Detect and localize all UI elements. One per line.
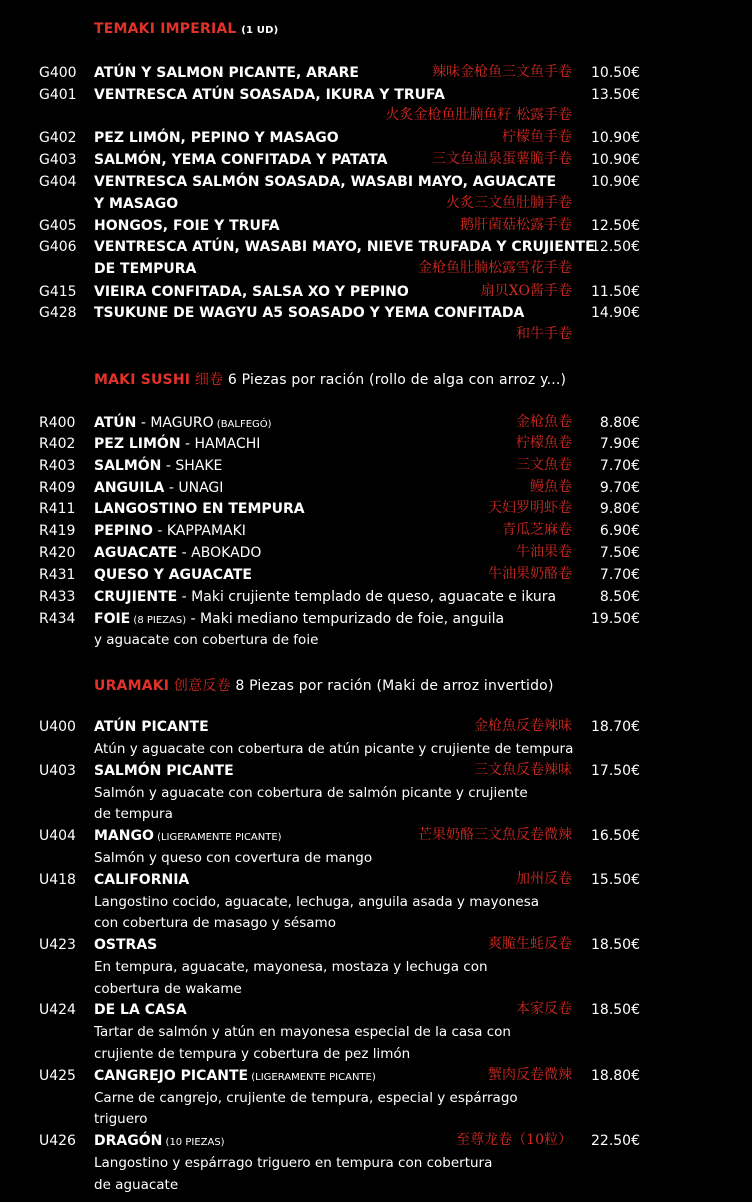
item-description: En tempura, aguacate, mayonesa, mostaza y lechuga con [94,959,488,975]
item-name: ATÚN Y SALMON PICANTE, ARARE [94,65,359,81]
item-price: 19.50€ [591,611,640,627]
item-code: U404 [39,828,76,844]
item-price: 12.50€ [591,218,640,234]
item-code: R411 [39,501,76,517]
item-name: SALMÓN PICANTE [94,763,234,779]
item-price: 9.70€ [599,480,640,496]
item-price: 7.90€ [599,436,640,452]
item-code: R433 [39,589,76,605]
item-description: Langostino cocido, aguacate, lechuga, anguila asada y mayonesa [94,894,540,910]
item-name: ATÚN PICANTE [94,719,209,735]
item-price: 14.90€ [591,305,640,321]
item-price: 18.50€ [591,937,640,953]
item-code: G415 [39,284,77,300]
item-code: U418 [39,872,76,888]
item-chinese-name: 鳗魚卷 [530,479,572,495]
item-code: G406 [39,239,77,255]
item-chinese-name: 天妇罗明虾卷 [488,500,572,516]
item-price: 10.90€ [591,152,640,168]
item-code: R434 [39,611,76,627]
item-code: G403 [39,152,77,168]
item-chinese-name: 和牛手卷 [516,326,572,342]
item-chinese-name: 芒果奶酪三文魚反卷微辣 [418,827,572,843]
item-price: 16.50€ [591,828,640,844]
item-name: PEZ LIMÓN - HAMACHI [94,436,261,452]
item-price: 15.50€ [591,872,640,888]
item-chinese-name: 火炙三文鱼肚腩手卷 [446,195,572,211]
item-chinese-name: 扇贝XO酱手卷 [480,283,572,299]
item-description: y aguacate con cobertura de foie [94,632,319,648]
item-code: R402 [39,436,76,452]
item-price: 8.80€ [599,415,640,431]
item-chinese-name: 蟹肉反卷微辣 [488,1067,572,1083]
item-price: 10.90€ [591,174,640,190]
item-name: CANGREJO PICANTE (LIGERAMENTE PICANTE) [94,1068,376,1084]
item-code: G404 [39,174,77,190]
item-code: R420 [39,545,76,561]
item-price: 7.70€ [599,458,640,474]
item-chinese-name: 柠檬鱼手卷 [502,129,572,145]
item-chinese-name: 辣味金枪鱼三文鱼手卷 [432,64,572,80]
item-chinese-name: 柠檬魚卷 [516,435,572,451]
item-code: R409 [39,480,76,496]
item-price: 18.50€ [591,1002,640,1018]
item-code: G428 [39,305,77,321]
item-price: 6.90€ [599,523,640,539]
item-name: VENTRESCA SALMÓN SOASADA, WASABI MAYO, AGUACATE [94,174,557,190]
item-price: 10.90€ [591,130,640,146]
item-name: TSUKUNE DE WAGYU A5 SOASADO Y YEMA CONFITADA [94,305,525,321]
item-chinese-name: 牛油果奶酪卷 [488,566,572,582]
item-price: 17.50€ [591,763,640,779]
item-description: Salmón y aguacate con cobertura de salmón picante y crujiente [94,785,528,801]
item-code: G401 [39,87,77,103]
item-name: PEPINO - KAPPAMAKI [94,523,246,539]
item-price: 8.50€ [599,589,640,605]
item-price: 18.80€ [591,1068,640,1084]
item-chinese-name: 金枪魚卷 [516,414,572,430]
item-price: 9.80€ [599,501,640,517]
item-description: de aguacate [94,1177,179,1193]
item-chinese-name: 本家反卷 [516,1001,572,1017]
item-name: SALMÓN - SHAKE [94,458,223,474]
item-code: U425 [39,1068,76,1084]
item-chinese-name: 爽脆生蚝反卷 [488,936,572,952]
item-description: cobertura de wakame [94,981,242,997]
item-description: Tartar de salmón y atún en mayonesa especial de la casa con [94,1024,511,1040]
section-title-maki: MAKI SUSHI 细卷 6 Piezas por ración (rollo de alga con arroz y...) [94,372,567,388]
item-price: 18.70€ [591,719,640,735]
item-name-continued: DE TEMPURA [94,261,197,277]
item-name: MANGO (LIGERAMENTE PICANTE) [94,828,282,844]
item-code: U403 [39,763,76,779]
item-price: 11.50€ [591,284,640,300]
item-code: G400 [39,65,77,81]
item-name: SALMÓN, YEMA CONFITADA Y PATATA [94,152,388,168]
item-price: 22.50€ [591,1133,640,1149]
item-description: triguero [94,1111,148,1127]
item-description: Salmón y queso con covertura de mango [94,850,373,866]
item-name: QUESO Y AGUACATE [94,567,252,583]
item-code: R419 [39,523,76,539]
item-code: G402 [39,130,77,146]
item-chinese-name: 三文魚反卷辣味 [474,762,572,778]
item-description: con cobertura de masago y sésamo [94,915,336,931]
item-code: R431 [39,567,76,583]
item-description: Atún y aguacate con cobertura de atún picante y crujiente de tempura [94,741,574,757]
item-chinese-name: 青瓜芝麻卷 [502,522,572,538]
item-name: CALIFORNIA [94,872,190,888]
item-name: AGUACATE - ABOKADO [94,545,262,561]
item-name: VENTRESCA ATÚN, WASABI MAYO, NIEVE TRUFADA Y CRUJIENTE [94,239,595,255]
item-chinese-name: 鹅肝菌菇松露手卷 [460,217,572,233]
item-chinese-name: 三文鱼温泉蛋薯脆手卷 [432,151,572,167]
item-name: FOIE (8 PIEZAS) - Maki mediano tempurizado de foie, anguila [94,611,505,627]
item-description: crujiente de tempura y cobertura de pez limón [94,1046,411,1062]
section-title-uramaki: URAMAKI 创意反卷 8 Piezas por ración (Maki de arroz invertido) [94,678,554,694]
item-description: de tempura [94,806,173,822]
item-name: PEZ LIMÓN, PEPINO Y MASAGO [94,130,339,146]
item-name: HONGOS, FOIE Y TRUFA [94,218,280,234]
item-name: VENTRESCA ATÚN SOASADA, IKURA Y TRUFA [94,87,445,103]
item-name-continued: Y MASAGO [94,196,179,212]
item-name: CRUJIENTE - Maki crujiente templado de queso, aguacate e ikura [94,589,557,605]
item-price: 12.50€ [591,239,640,255]
item-code: U423 [39,937,76,953]
item-name: ANGUILA - UNAGI [94,480,224,496]
section-title-temaki: TEMAKI IMPERIAL (1 UD) [94,21,279,37]
item-chinese-name: 火炙金枪鱼肚腩鱼籽 松露手卷 [385,107,572,123]
item-name: DRAGÓN (10 PIEZAS) [94,1133,225,1149]
item-chinese-name: 金枪鱼肚腩松露雪花手卷 [418,260,572,276]
item-name: VIEIRA CONFITADA, SALSA XO Y PEPINO [94,284,409,300]
item-name: LANGOSTINO EN TEMPURA [94,501,305,517]
item-description: Carne de cangrejo, crujiente de tempura, especial y espárrago [94,1090,518,1106]
item-name: DE LA CASA [94,1002,187,1018]
item-price: 13.50€ [591,87,640,103]
item-name: ATÚN - MAGURO (BALFEGÓ) [94,415,272,431]
item-description: Langostino y espárrago triguero en tempura con cobertura [94,1155,493,1171]
item-chinese-name: 金枪魚反卷辣味 [474,718,572,734]
item-code: R400 [39,415,76,431]
item-name: OSTRAS [94,937,158,953]
item-code: R403 [39,458,76,474]
item-code: U400 [39,719,76,735]
item-price: 7.70€ [599,567,640,583]
item-chinese-name: 三文魚卷 [516,457,572,473]
item-price: 10.50€ [591,65,640,81]
item-code: G405 [39,218,77,234]
item-chinese-name: 至尊龙卷（10粒） [456,1132,572,1148]
item-chinese-name: 牛油果卷 [516,544,572,560]
item-code: U426 [39,1133,76,1149]
item-price: 7.50€ [599,545,640,561]
item-code: U424 [39,1002,76,1018]
item-chinese-name: 加州反卷 [516,871,572,887]
